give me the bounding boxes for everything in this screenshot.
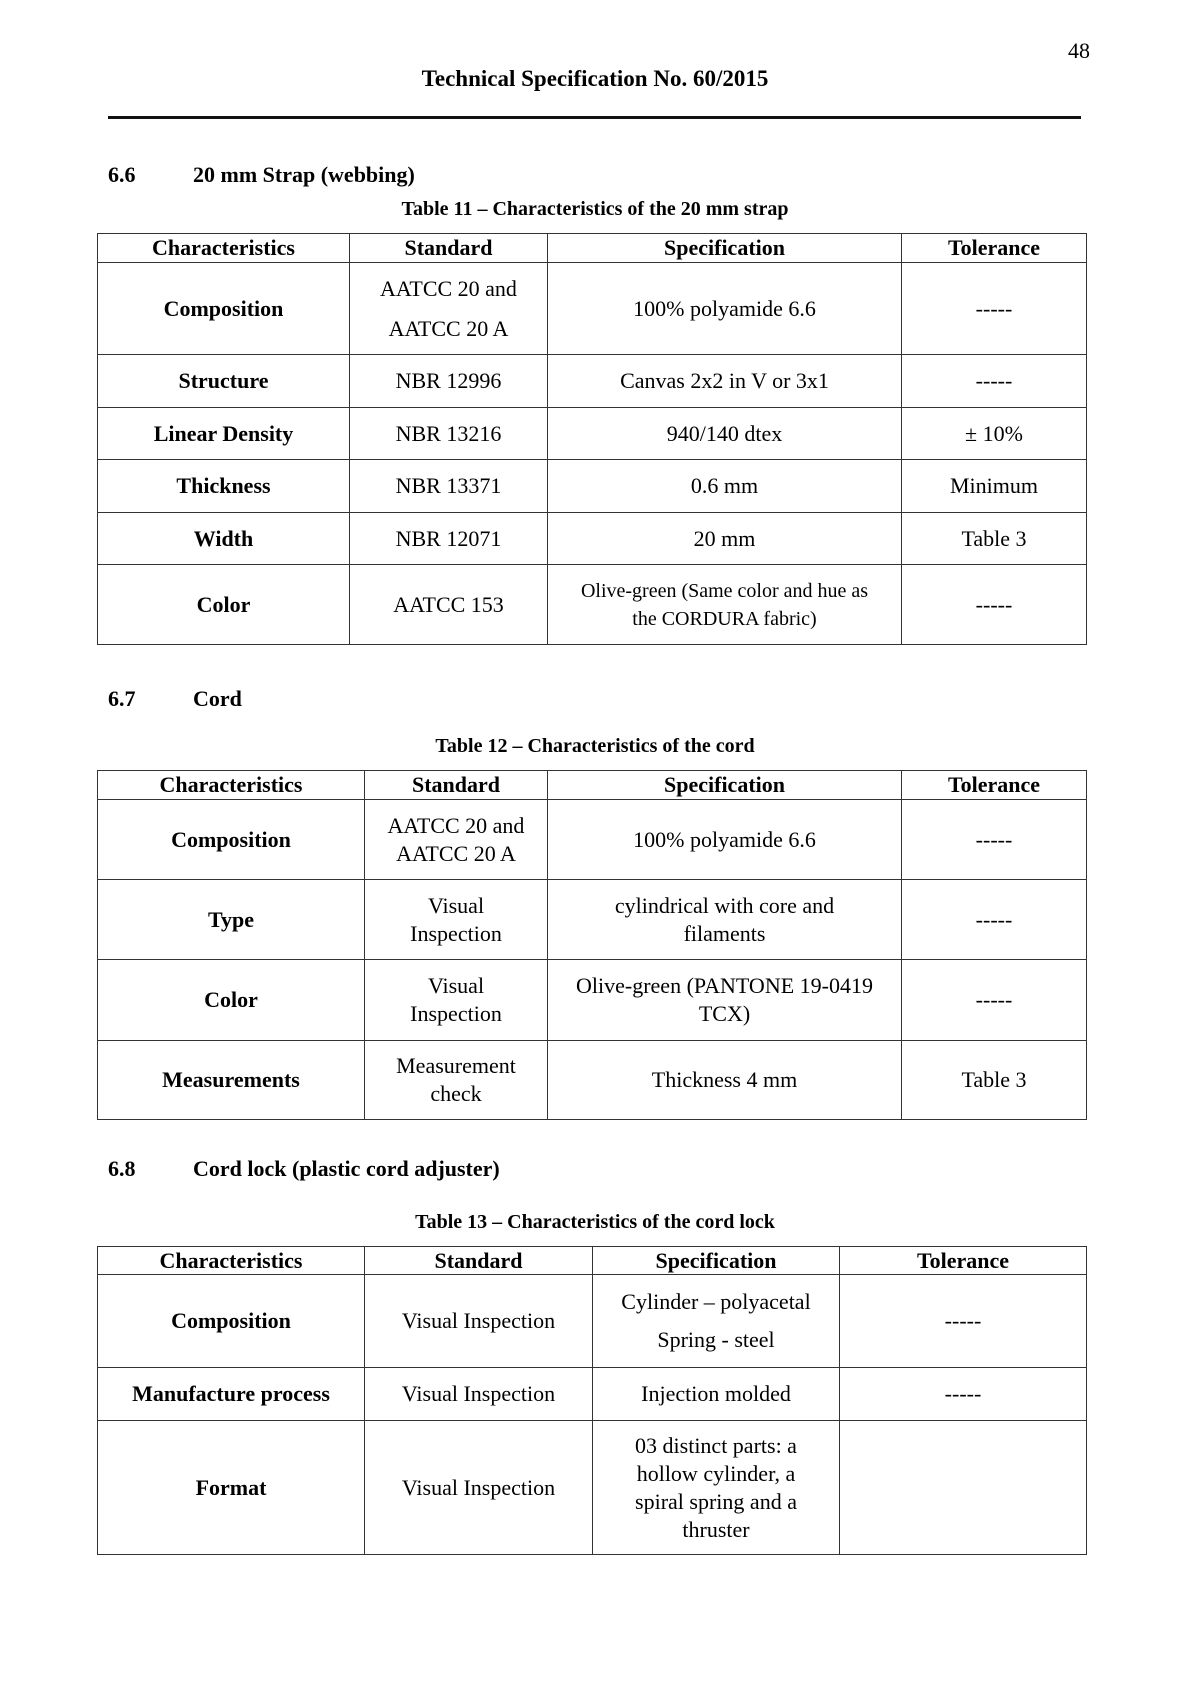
column-header: Specification <box>593 1247 840 1275</box>
table-13-cord-lock <box>97 1246 1087 1555</box>
table-row <box>98 960 1087 1041</box>
tolerance-cell: ----- <box>902 263 1087 355</box>
standard-cell: NBR 12071 <box>350 513 548 565</box>
table-12-cord <box>97 770 1087 1120</box>
characteristic-cell: Manufacture process <box>98 1368 365 1421</box>
characteristic-cell: Thickness <box>98 460 350 513</box>
characteristic-cell: Type <box>98 880 365 960</box>
standard-cell: Measurement check <box>365 1041 548 1120</box>
column-header: Characteristics <box>98 234 350 263</box>
table-row <box>98 408 1087 460</box>
column-header: Characteristics <box>98 1247 365 1275</box>
table-row <box>98 1368 1087 1421</box>
table-caption: Table 13 – Characteristics of the cord lock <box>415 1211 775 1233</box>
specification-cell: 20 mm <box>548 513 902 565</box>
tolerance-cell: ± 10% <box>902 408 1087 460</box>
table-header-row <box>98 1247 1087 1275</box>
column-header: Specification <box>548 234 902 263</box>
tolerance-cell: ----- <box>902 880 1087 960</box>
table-row <box>98 565 1087 645</box>
column-header: Standard <box>365 1247 593 1275</box>
standard-cell: Visual Inspection <box>365 1275 593 1368</box>
table-row <box>98 880 1087 960</box>
table-header-row <box>98 771 1087 800</box>
specification-cell: Thickness 4 mm <box>548 1041 902 1120</box>
specification-cell: 100% polyamide 6.6 <box>548 800 902 880</box>
specification-cell: 940/140 dtex <box>548 408 902 460</box>
table-caption: Table 11 – Characteristics of the 20 mm strap <box>401 198 789 220</box>
characteristic-cell: Format <box>98 1421 365 1555</box>
section-title: 20 mm Strap (webbing) <box>193 162 415 187</box>
header-rule <box>108 116 1081 119</box>
table-row <box>98 513 1087 565</box>
specification-cell: Olive-green (PANTONE 19-0419 TCX) <box>548 960 902 1041</box>
table-header-row <box>98 234 1087 263</box>
standard-cell: NBR 13216 <box>350 408 548 460</box>
column-header: Characteristics <box>98 771 365 800</box>
specification-cell: Olive-green (Same color and hue as the CORDURA fabric) <box>548 565 902 645</box>
characteristic-cell: Measurements <box>98 1041 365 1120</box>
page-number: 48 <box>1068 38 1090 63</box>
table-caption: Table 12 – Characteristics of the cord <box>435 735 755 757</box>
column-header: Specification <box>548 771 902 800</box>
tolerance-cell: ----- <box>902 800 1087 880</box>
section-title: Cord <box>193 686 242 711</box>
table-row <box>98 460 1087 513</box>
table-11-strap <box>97 233 1087 645</box>
table-row <box>98 800 1087 880</box>
standard-cell: Visual Inspection <box>365 960 548 1041</box>
tolerance-cell: ----- <box>902 565 1087 645</box>
section-title: Cord lock (plastic cord adjuster) <box>193 1156 500 1181</box>
tolerance-cell: ----- <box>840 1275 1087 1368</box>
section-heading-6-6 <box>108 162 415 188</box>
characteristic-cell: Structure <box>98 355 350 408</box>
table-row <box>98 263 1087 355</box>
standard-cell: NBR 13371 <box>350 460 548 513</box>
table-row <box>98 1421 1087 1555</box>
characteristic-cell: Width <box>98 513 350 565</box>
standard-cell: Visual Inspection <box>365 880 548 960</box>
tolerance-cell: Table 3 <box>902 1041 1087 1120</box>
table-row <box>98 1041 1087 1120</box>
specification-cell: 100% polyamide 6.6 <box>548 263 902 355</box>
column-header: Standard <box>365 771 548 800</box>
specification-cell: cylindrical with core and filaments <box>548 880 902 960</box>
tolerance-cell: Minimum <box>902 460 1087 513</box>
specification-cell: 0.6 mm <box>548 460 902 513</box>
specification-cell: 03 distinct parts: a hollow cylinder, a spiral spring and a thruster <box>593 1421 840 1555</box>
standard-cell: Visual Inspection <box>365 1368 593 1421</box>
column-header: Tolerance <box>902 234 1087 263</box>
tolerance-cell: Table 3 <box>902 513 1087 565</box>
document-title: Technical Specification No. 60/2015 <box>421 66 769 91</box>
table-row <box>98 1275 1087 1368</box>
characteristic-cell: Color <box>98 565 350 645</box>
column-header: Tolerance <box>902 771 1087 800</box>
tolerance-cell: ----- <box>840 1368 1087 1421</box>
section-number: 6.6 <box>108 162 136 187</box>
characteristic-cell: Composition <box>98 800 365 880</box>
specification-cell: Canvas 2x2 in V or 3x1 <box>548 355 902 408</box>
characteristic-cell: Linear Density <box>98 408 350 460</box>
table-row <box>98 355 1087 408</box>
standard-cell: Visual Inspection <box>365 1421 593 1555</box>
section-heading-6-8 <box>108 1156 500 1182</box>
tolerance-cell <box>840 1421 1087 1555</box>
tolerance-cell: ----- <box>902 355 1087 408</box>
standard-cell: NBR 12996 <box>350 355 548 408</box>
characteristic-cell: Color <box>98 960 365 1041</box>
section-number: 6.7 <box>108 686 136 711</box>
column-header: Standard <box>350 234 548 263</box>
characteristic-cell: Composition <box>98 1275 365 1368</box>
standard-cell: AATCC 20 and AATCC 20 A <box>350 263 548 355</box>
standard-cell: AATCC 153 <box>350 565 548 645</box>
section-number: 6.8 <box>108 1156 136 1181</box>
specification-cell: Injection molded <box>593 1368 840 1421</box>
section-heading-6-7 <box>108 686 242 712</box>
column-header: Tolerance <box>840 1247 1087 1275</box>
tolerance-cell: ----- <box>902 960 1087 1041</box>
characteristic-cell: Composition <box>98 263 350 355</box>
standard-cell: AATCC 20 and AATCC 20 A <box>365 800 548 880</box>
specification-cell: Cylinder – polyacetal Spring - steel <box>593 1275 840 1368</box>
